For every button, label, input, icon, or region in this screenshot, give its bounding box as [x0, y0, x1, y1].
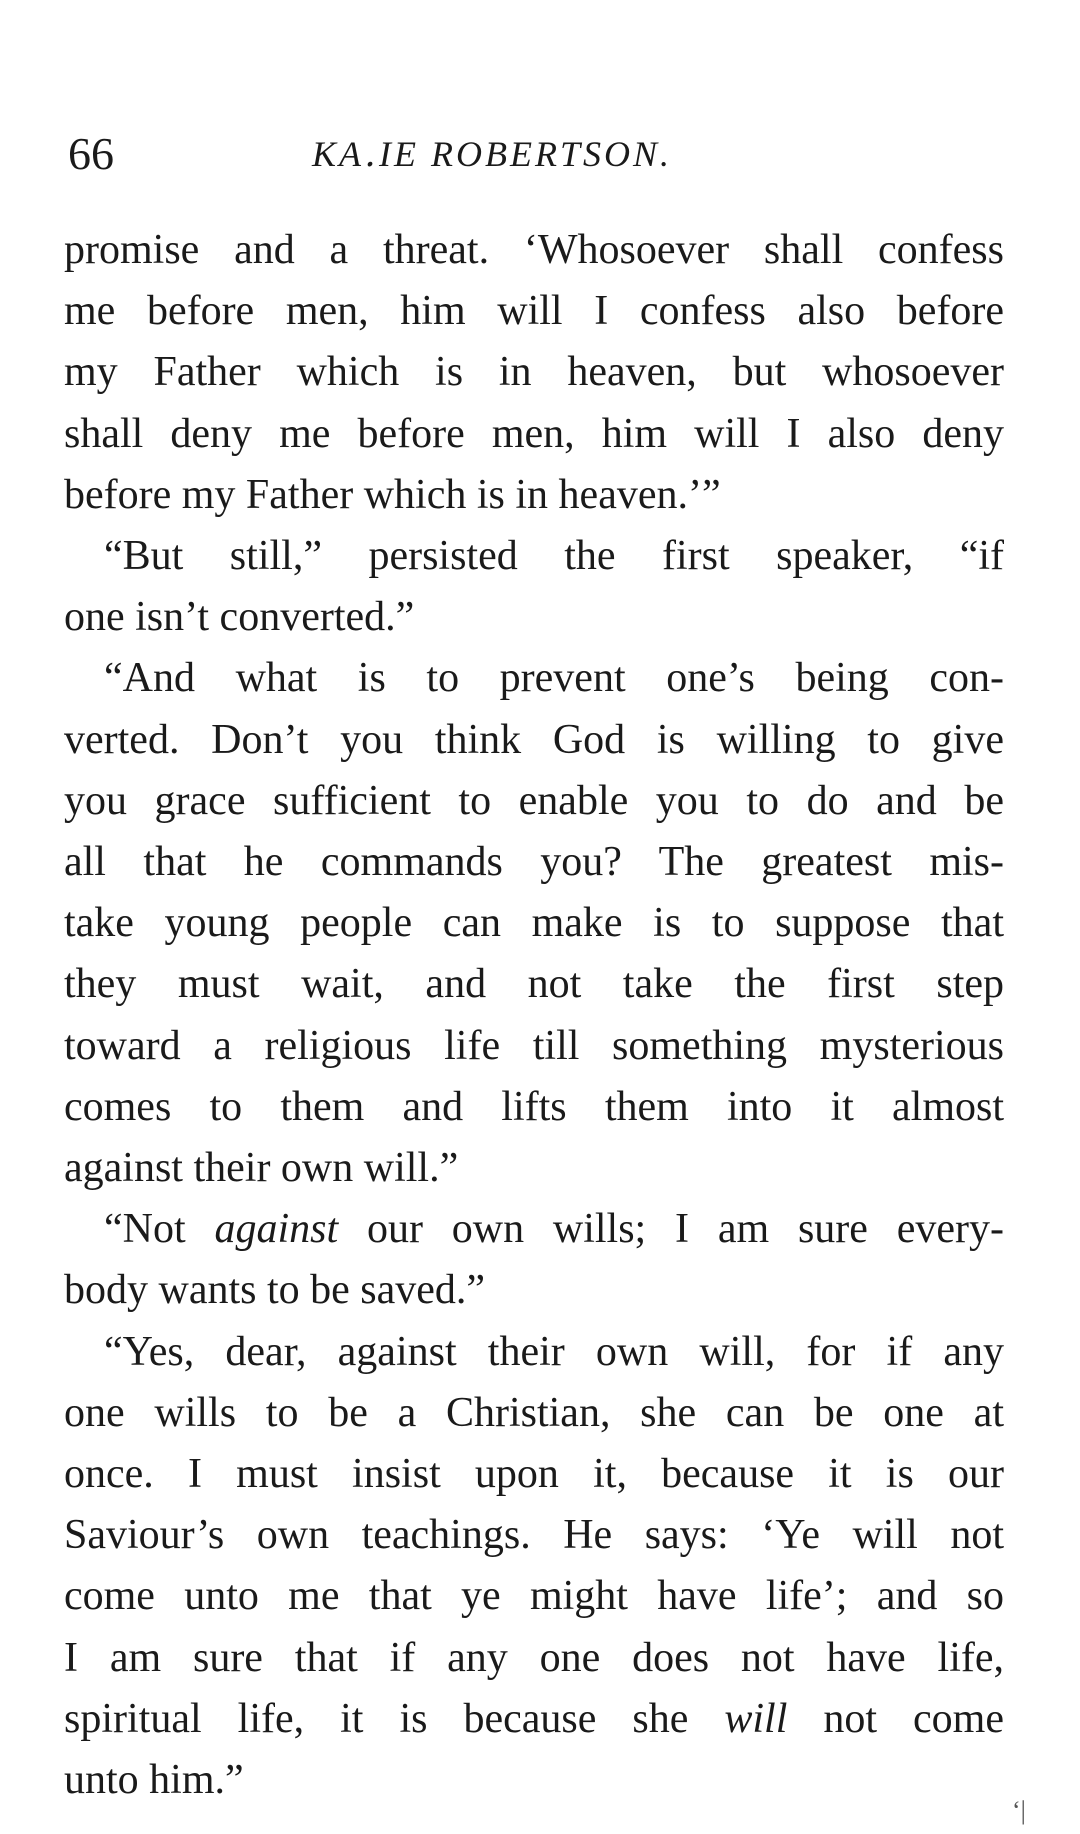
paragraph-4 — [64, 1199, 1004, 1321]
text-segment: our own wills; I am sure every- — [338, 1206, 1004, 1253]
running-title: KA․IE ROBERTSON. — [312, 134, 673, 174]
paragraph-5 — [64, 1322, 1004, 1812]
text-line: take young people can make is to suppose that — [64, 900, 1004, 947]
text-line: “And what is to prevent one’s being con- — [104, 655, 1004, 702]
text-line: they must wait, and not take the first step — [64, 961, 1004, 1008]
text-line: comes to them and lifts them into it almost — [64, 1083, 1004, 1130]
text-line: me before men, him will I confess also before — [64, 288, 1004, 335]
corner-mark: ʻ| — [1012, 1796, 1026, 1825]
emphasis-word: will — [724, 1695, 788, 1742]
text-line: “Yes, dear, against their own will, for if any — [104, 1328, 1004, 1375]
text-line: “But still,” persisted the first speaker, “if — [104, 533, 1004, 580]
text-line: against their own will.” — [64, 1145, 459, 1192]
text-line: come unto me that ye might have life’; and so — [64, 1573, 1004, 1620]
text-line: toward a religious life till something mysterious — [64, 1022, 1004, 1069]
text-line: all that he commands you? The greatest mis- — [64, 839, 1004, 886]
text-segment: “Not — [104, 1206, 215, 1253]
text-segment: spiritual life, it is because she — [64, 1695, 725, 1742]
text-line: one isn’t converted.” — [64, 594, 415, 641]
text-line — [64, 1199, 1004, 1260]
paragraph-3 — [64, 648, 1004, 1199]
text-line: promise and a threat. ‘Whosoever shall confess — [64, 227, 1004, 273]
page-number: 66 — [68, 128, 114, 179]
text-line: once. I must insist upon it, because it is our — [64, 1451, 1004, 1498]
text-line: Saviour’s own teachings. He says: ‘Ye will not — [64, 1512, 1004, 1559]
running-head — [68, 124, 1008, 184]
paragraph-2 — [64, 526, 1004, 648]
text-line: before my Father which is in heaven.’” — [64, 471, 721, 518]
text-line: verted. Don’t you think God is willing to give — [64, 716, 1004, 763]
text-line — [64, 1689, 1004, 1750]
emphasis-word: against — [214, 1206, 339, 1253]
text-line: body wants to be saved.” — [64, 1267, 486, 1314]
text-line: you grace sufficient to enable you to do and be — [64, 777, 1004, 824]
text-segment: not come — [787, 1695, 1004, 1742]
text-line: I am sure that if any one does not have life, — [64, 1634, 1004, 1681]
text-line: one wills to be a Christian, she can be one at — [64, 1389, 1004, 1436]
paragraph-1 — [64, 220, 1004, 526]
text-line: my Father which is in heaven, but whosoever — [64, 349, 1004, 396]
text-line: unto him.” — [64, 1757, 244, 1804]
body-text — [64, 220, 1004, 1811]
text-line: shall deny me before men, him will I also deny — [64, 410, 1004, 457]
